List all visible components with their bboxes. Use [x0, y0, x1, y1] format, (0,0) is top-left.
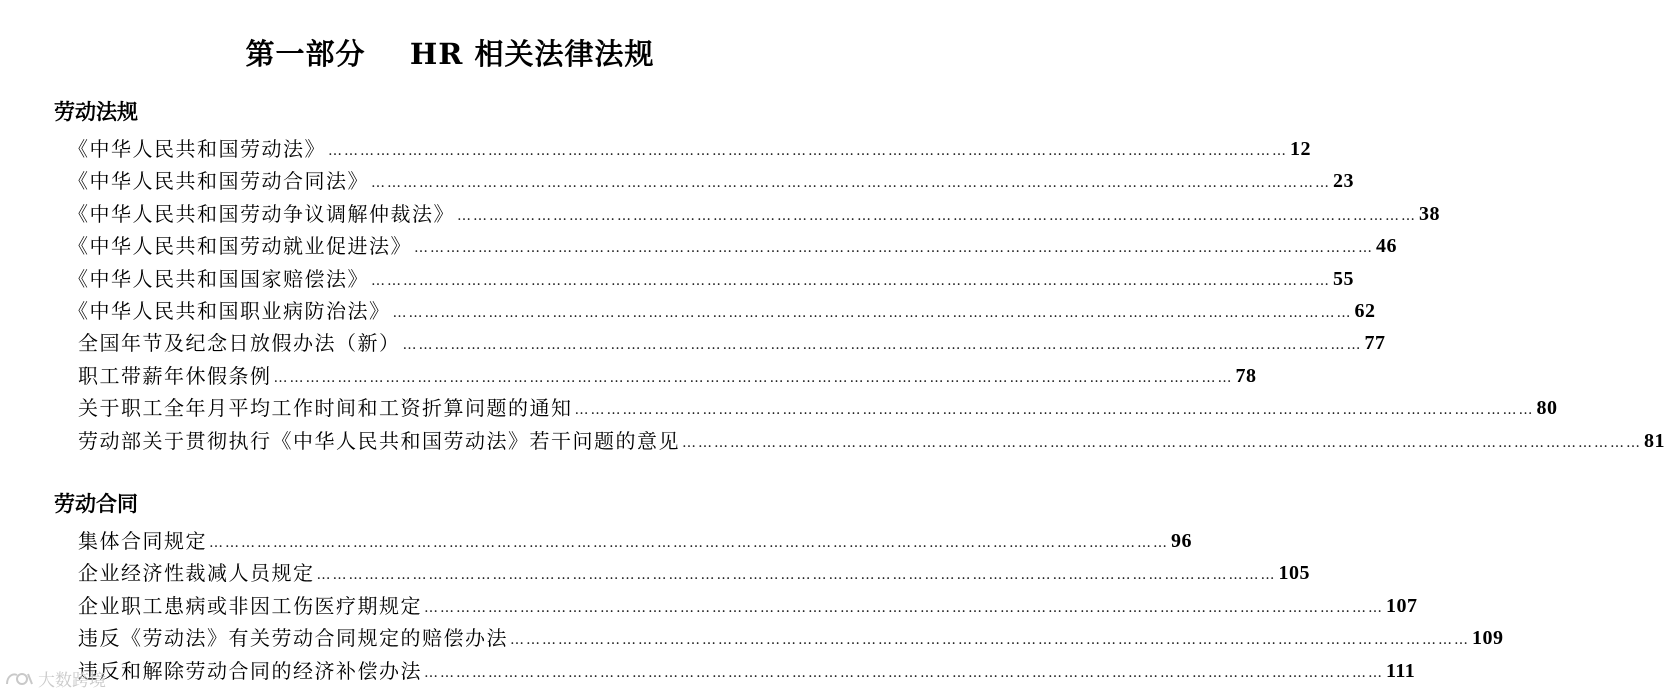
dot-leader: ………………………………………………………………………………………………………………………………………………………………: [424, 600, 1384, 616]
toc-entry[interactable]: [68, 130, 1311, 162]
watermark-text: 大数跨境: [38, 671, 106, 691]
toc-entry[interactable]: [68, 195, 1440, 227]
dot-leader: ………………………………………………………………………………………………………………………………………………………………: [392, 305, 1353, 321]
toc-entry-page-number: 105: [1278, 562, 1310, 584]
toc-entry[interactable]: [78, 554, 1310, 586]
toc-entry-page-number: 23: [1333, 170, 1354, 192]
toc-entry-page-number: 96: [1171, 530, 1192, 552]
dot-leader: ………………………………………………………………………………………………………………………………………………………………: [402, 337, 1363, 353]
toc-entry-title: 关于职工全年月平均工作时间和工资折算问题的通知: [78, 396, 573, 420]
section-heading-labor-regulations: 劳动法规: [54, 99, 138, 124]
toc-entry-title: 集体合同规定: [78, 529, 207, 553]
toc-entry-page-number: 46: [1376, 235, 1397, 257]
toc-entry-title: 《中华人民共和国劳动法》: [68, 137, 326, 161]
toc-entry-page-number: 81: [1644, 430, 1665, 452]
toc-entry[interactable]: [68, 162, 1354, 194]
dot-leader: ………………………………………………………………………………………………………………………………………………………………: [371, 175, 1331, 191]
toc-entry-title: 《中华人民共和国劳动就业促进法》: [68, 234, 412, 258]
dot-leader: ………………………………………………………………………………………………………………………………………………………………: [682, 435, 1642, 451]
toc-entry-title: 《中华人民共和国国家赔偿法》: [68, 267, 369, 291]
toc-entry-title: 违反和解除劳动合同的经济补偿办法: [78, 659, 422, 683]
toc-entry-title: 职工带薪年休假条例: [78, 364, 272, 388]
toc-entry[interactable]: [78, 652, 1416, 684]
toc-entry-page-number: 109: [1472, 627, 1504, 649]
toc-entry-page-number: 80: [1536, 397, 1558, 419]
dot-leader: ………………………………………………………………………………………………………………………………………………………………: [273, 370, 1234, 386]
toc-entry-title: 企业经济性裁减人员规定: [78, 561, 315, 585]
dot-leader: ………………………………………………………………………………………………………………………………………………………………: [457, 208, 1417, 224]
toc-entry-title: 全国年节及纪念日放假办法（新）: [78, 331, 401, 355]
toc-entry[interactable]: [78, 422, 1665, 454]
toc-entry-title: 劳动部关于贯彻执行《中华人民共和国劳动法》若干问题的意见: [78, 429, 680, 453]
toc-entry-page-number: 77: [1364, 332, 1386, 354]
toc-entry[interactable]: [78, 324, 1386, 356]
toc-entry[interactable]: [78, 357, 1257, 389]
toc-entry[interactable]: [68, 260, 1354, 292]
toc-entry-page-number: 55: [1333, 268, 1354, 290]
toc-entry-title: 《中华人民共和国劳动合同法》: [68, 169, 369, 193]
toc-entry[interactable]: [68, 227, 1397, 259]
dot-leader: ………………………………………………………………………………………………………………………………………………………………: [209, 535, 1169, 551]
toc-entry[interactable]: [68, 292, 1376, 324]
toc-entry-page-number: 107: [1386, 595, 1418, 617]
toc-entry-title: 企业职工患病或非因工伤医疗期规定: [78, 594, 422, 618]
dot-leader: ………………………………………………………………………………………………………………………………………………………………: [414, 240, 1374, 256]
dot-leader: ………………………………………………………………………………………………………………………………………………………………: [510, 632, 1470, 648]
toc-entry[interactable]: [78, 587, 1418, 619]
watermark: [4, 666, 106, 691]
watermark-logo-icon: [4, 670, 34, 688]
toc-entry-title: 《中华人民共和国劳动争议调解仲裁法》: [68, 202, 455, 226]
toc-entry-page-number: 62: [1354, 300, 1376, 322]
toc-entry[interactable]: [78, 522, 1192, 554]
toc-entry-page-number: 78: [1235, 365, 1257, 387]
dot-leader: ………………………………………………………………………………………………………………………………………………………………: [574, 402, 1535, 418]
toc-entry-page-number: 111: [1386, 660, 1416, 682]
page-title: 第一部分 HR 相关法律法规: [245, 37, 655, 71]
dot-leader: ………………………………………………………………………………………………………………………………………………………………: [424, 665, 1384, 681]
toc-entry[interactable]: [78, 389, 1558, 421]
toc-entry-page-number: 12: [1290, 138, 1311, 160]
toc-entry-page-number: 38: [1419, 203, 1440, 225]
toc-entry-title: 《中华人民共和国职业病防治法》: [68, 299, 391, 323]
section-heading-labor-contracts: 劳动合同: [54, 491, 138, 516]
toc-entry[interactable]: [78, 619, 1504, 651]
dot-leader: ………………………………………………………………………………………………………………………………………………………………: [371, 273, 1331, 289]
dot-leader: ………………………………………………………………………………………………………………………………………………………………: [316, 567, 1277, 583]
toc-entry-title: 违反《劳动法》有关劳动合同规定的赔偿办法: [78, 626, 508, 650]
dot-leader: ………………………………………………………………………………………………………………………………………………………………: [328, 143, 1288, 159]
